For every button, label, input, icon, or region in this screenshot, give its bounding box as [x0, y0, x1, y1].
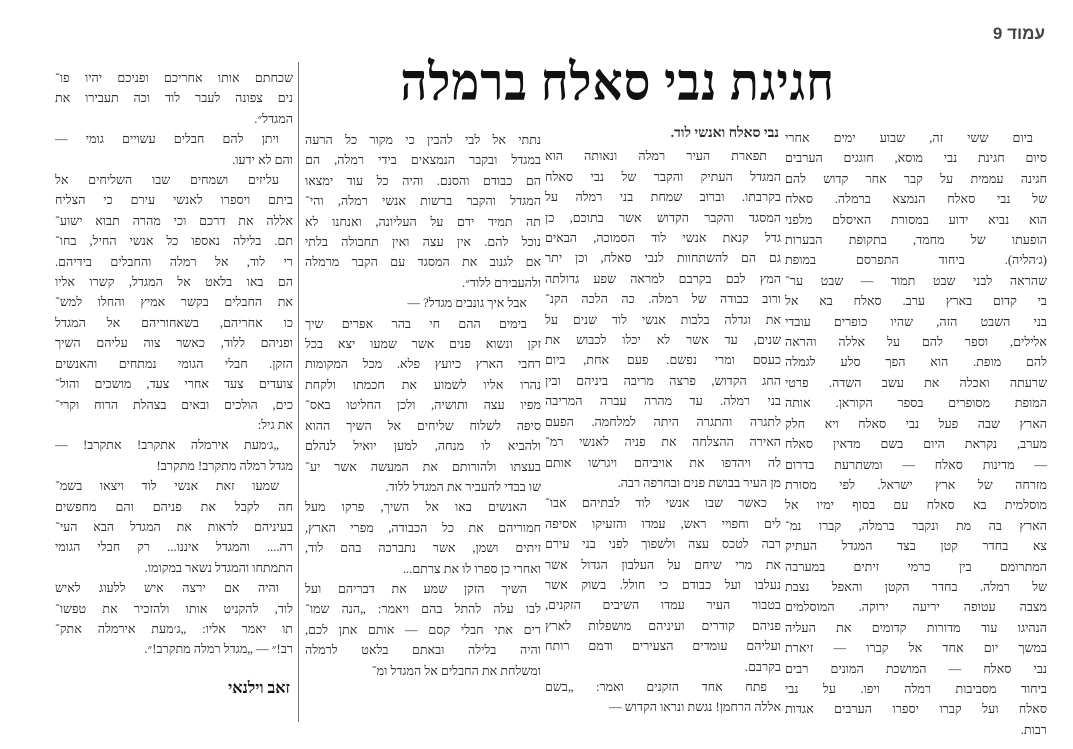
- paragraph: [305, 293, 541, 313]
- text-line: רה.... והמגדל איננו... רק חבלי הגומי: [55, 540, 293, 555]
- text-line: מן העיר בבושת פנים ובחרפה רבה.: [617, 475, 781, 490]
- text-line: של נבי סאלח הנמצא ברמלה. סאלח: [785, 192, 1047, 207]
- text-line: סאלח ועל קברו יספרו הערבים אגדות: [785, 702, 1047, 717]
- text-line: רבה לטכס עצה ולשפוך לפני בני עירם: [545, 537, 781, 552]
- text-line: רבות.: [1020, 722, 1047, 737]
- author-signature: זאב וילנאי: [228, 680, 290, 697]
- paragraph: [305, 579, 541, 681]
- text-line: רי לוד, אל רמלה והחבלים בידיהם.: [55, 254, 293, 269]
- text-line: הארץ בה מת ונקבר ברמלה, קברו נמ־: [785, 518, 1047, 533]
- text-line: הוא נביא ידוע במסורת האיסלם מלפני: [785, 212, 1047, 227]
- paragraph: [305, 130, 541, 293]
- text-line: את וגדלה בלבות אנשי לוד שנים על: [545, 312, 781, 327]
- article-column-2: [545, 124, 781, 718]
- text-line: לה ויהדפו את אויביהם ויגרשו אותם: [545, 455, 781, 470]
- text-line: ומשלחת את החבלים אל המגדל ומ־: [371, 663, 541, 678]
- text-line: את מרי שיחם על העלבון הגדול אשר: [545, 557, 781, 572]
- text-line: האנשים באו אל השיך, פרקו מעל: [305, 500, 527, 515]
- text-line: האירה ההצלחה את פניה לאנשי רמ־: [545, 435, 781, 450]
- paragraph: [55, 68, 293, 129]
- text-line: תפארת העיר רמלה ונאותה הוא: [545, 149, 767, 164]
- text-line: ביחוד מסביבות רמלה ויפו. על נבי: [785, 681, 1047, 696]
- paragraph: [545, 677, 781, 718]
- text-line: הארץ שבה פעל נבי סאלח ויא חלק: [785, 416, 1047, 431]
- text-line: פתח אחד הזקנים ואמר: „בשם: [545, 679, 767, 694]
- text-line: ולהביא לו מנחה, למען יואיל לנהלם: [305, 439, 541, 454]
- text-line: ואחרי כן ספרו לו את צרתם...: [402, 561, 541, 576]
- text-line: החג הקדוש, פרצה מריבה ביניהם ובין: [545, 373, 781, 388]
- text-line: סיפה לשלוח שליחים אל השיך ההוא: [305, 418, 541, 433]
- text-line: והיה אם ירצה איש ללעוג לאיש: [55, 581, 279, 596]
- text-line: לוד, להקניט אותו ולהזכיר את טפשו־: [55, 601, 293, 616]
- text-line: להם מופת. הוא הפך סלע לגמלה: [785, 355, 1047, 370]
- text-line: בקרבתו. וברוב שמחת בני רמלה על: [545, 190, 781, 205]
- text-line: שמעו זאת אנשי לוד ויצאו בשמ־: [55, 479, 279, 494]
- text-line: ביתם ויספרו לאנשי עירם כי הצליח: [55, 193, 293, 208]
- text-line: פניהם קודרים ועיניהם מושפלות לארץ: [545, 618, 781, 633]
- paragraph: [55, 578, 293, 660]
- text-line: „ג׳מעת אירמלה אתקרב! אתקרב! —: [55, 438, 279, 453]
- text-line: סיום חגינת נבי מוסא, חוגגים הערבים: [785, 151, 1047, 166]
- text-line: חה לקבל את פניהם והם מחפשים: [55, 499, 293, 514]
- text-line: נתתי אל לבי להבין כי מקור כל הרעה: [305, 133, 541, 147]
- text-line: במשך יום אחד אל קברו — זיארת: [785, 641, 1047, 656]
- paragraph: [55, 129, 293, 170]
- text-line: מוסלמית בא סאלח עם בסוף ימיו אל: [785, 498, 1047, 513]
- paragraph: [785, 128, 1047, 740]
- text-line: המתרומם בין כרמי זיתים במערבה: [785, 559, 1047, 574]
- text-line: והיה בלילה ובאתם בלאט לרמלה: [305, 643, 541, 658]
- text-line: נים צפונה לעבר לוד וכה תעבירו את: [55, 91, 293, 106]
- text-line: שהראה לבני שבט תמוד — שבט ער־: [785, 273, 1047, 288]
- text-line: הנהיגו עוד מדורות קדומים את העליה: [785, 620, 1047, 635]
- text-line: ביום ששי זה, שבוע ימים אחרי: [785, 131, 1033, 145]
- text-line: ופניהם ללוד, כאשר צוה עליהם השיך: [55, 336, 293, 351]
- article-title: חגיגת נבי סאלח ברמלה: [400, 54, 835, 112]
- text-line: (ג׳הליה). ביחוד התפרסם במופת: [785, 253, 1047, 268]
- text-line: זיתים ושמן, אשר נתברכה בהם לוד,: [305, 541, 541, 556]
- text-line: בעצתו ולהורותם את המעשה אשר יע־: [305, 459, 541, 474]
- text-line: כים, הולכים ובאים בצהלת הרוח וקרי־: [55, 397, 293, 412]
- text-line: כו אחריהם, בשאחוריהם אל המגדל: [55, 315, 293, 330]
- text-line: אלילים, וספר להם על אללה והראה: [785, 335, 1047, 350]
- text-line: שנים, עד אשר לא יכלו לכבוש את: [545, 333, 781, 348]
- text-line: והם לא ידעו.: [232, 152, 293, 167]
- paragraph: [545, 493, 781, 677]
- paragraph: [305, 497, 541, 579]
- text-line: אם לגנוב את המסגד עם הקבר מרמלה: [305, 255, 541, 270]
- text-line: תו יאמר אליו: „ג׳מעת אירמלה אתק־: [55, 621, 293, 636]
- section-heading: נבי סאלח ואנשי לוד.: [670, 126, 779, 141]
- text-line: ורוב כבודה של רמלה. כה הלכה הקנ־: [545, 292, 781, 307]
- text-line: המגדל״.: [254, 111, 293, 126]
- paragraph: [55, 435, 293, 476]
- text-line: צא בחדר קטן בצד המגדל העתיק: [785, 539, 1047, 554]
- text-line: של רמלה. בחדר הקטן והאפל נצבת: [785, 579, 1047, 594]
- text-line: נעלבו ועל כבודם כי חולל. בשוק אשר: [545, 577, 781, 592]
- text-line: נוכל להם. אין עצה ואין תחבולה בלתי: [305, 235, 541, 250]
- text-line: המץ לבם בקרבם למראה שפע גדולתה: [545, 271, 781, 286]
- text-line: תה תמיד ידם על העליונה, ואנחנו לא: [305, 214, 541, 229]
- article-column-4: [55, 68, 293, 660]
- text-line: נבי סאלח — המושכת המונים רבים: [785, 661, 1047, 676]
- column-divider: [298, 62, 299, 722]
- text-line: אבל איך גונבים מגדל? —: [407, 296, 527, 311]
- text-line: הם כבודם והסנם. והיה כל עוד ימצאו: [305, 173, 541, 188]
- text-line: כעסם ומרי נפשם. פעם אחת, ביום: [545, 353, 781, 368]
- text-line: גדל קנאת אנשי לוד הסמוכה, הבאים: [545, 231, 781, 246]
- text-line: מגדל רמלה מתקרב! מתקרב!: [156, 458, 293, 473]
- text-line: בני השבט הזה, שהיו כופרים עובדי: [785, 314, 1047, 329]
- text-line: מפיו עצה ותושיה, ולכן החליטו באס־: [305, 398, 541, 413]
- paragraph: [545, 146, 781, 493]
- text-line: רב!״ — „מגדל רמלה מתקרב!״.: [144, 642, 293, 657]
- text-line: בטבור העיר עמדו השיבים הזקנים,: [545, 598, 781, 613]
- text-line: השיך הזקן שמע את דבריהם ועל: [305, 581, 527, 596]
- text-line: התמתחו והמגדל נשאר במקומו.: [144, 560, 293, 575]
- text-line: עליזים ושמחים שבו השליחים אל: [55, 173, 279, 188]
- text-line: במגדל ובקבר הנמצאים בידי רמלה, הם: [305, 153, 541, 168]
- text-line: המגדל העתיק והקבר של נבי סאלח: [545, 169, 781, 184]
- text-line: בעיניהם לראות את המגדל הבא העי־: [55, 519, 293, 534]
- text-line: המופת מסופרים בספר הקוראן. אותה: [785, 396, 1047, 411]
- text-line: צועדים צעד אחרי צעד, מושכים והול־: [55, 377, 293, 392]
- text-line: רחבי הארץ כיועץ פלא. מכל המקומות: [305, 357, 541, 372]
- text-line: נהרו אליו לשמוע את חכמתו ולקחת: [305, 377, 541, 392]
- text-line: שו בבדי להעביר את המגדל ללוד.: [385, 479, 541, 494]
- text-line: גם הם להשתחוות לנבי סאלח, וכן יתר: [545, 251, 781, 266]
- text-line: הזקן. חבלי הגומי נמתחים והאנשים: [55, 356, 293, 371]
- text-line: כאשר שבו אנשי לוד לבתיהם אבו־: [545, 496, 767, 511]
- text-line: ויתן להם חבלים עשויים גומי —: [55, 132, 279, 147]
- text-line: הופעתו של מחמד, בתקופת הבערות: [785, 233, 1047, 248]
- text-line: ולהעבירם ללוד״.: [461, 275, 541, 290]
- text-line: אללה את דרכם וכי מהרה תבוא ישוע־: [55, 213, 293, 228]
- text-line: זקן ונשוא פנים אשר שמעו יצא בכל: [305, 337, 541, 352]
- page-number-label: עמוד 9: [992, 24, 1045, 43]
- text-line: מזרחה של ארץ ישראל. לפי מסורת: [785, 477, 1047, 492]
- text-line: חמוריהם את כל הכבודה, מפרי הארץ,: [305, 520, 541, 535]
- text-line: המסגד והקבר הקדוש אשר בתוכם, כן: [545, 210, 781, 225]
- text-line: — מדינות סאלח — ומשתרעת בדרום: [785, 457, 1047, 472]
- text-line: המגדל והקבר ברשות אנשי רמלה, והי־: [305, 194, 541, 209]
- text-line: בימים ההם חי בהר אפרים שיך: [305, 316, 527, 331]
- article-column-1: [785, 128, 1047, 740]
- paragraph: [55, 170, 293, 435]
- text-line: את גיל:: [257, 417, 293, 432]
- article-column-3: [305, 130, 541, 681]
- paragraph: [55, 476, 293, 578]
- text-line: לבו עלה להתל בהם ויאמר: „הנה שמו־: [305, 602, 541, 617]
- text-line: ועליהם עומדים הצעירים ודמם רותח: [545, 639, 781, 654]
- text-line: בני רמלה. עד מהרה עברה המריבה: [545, 394, 781, 409]
- text-line: שרעתה ואכלה את עשב השדה. פרטי: [785, 375, 1047, 390]
- text-line: מצבה עטופה יריעה ירוקה. המוסלמים: [785, 600, 1047, 615]
- text-line: הם באו בלאט אל המגדל, קשרו אליו: [55, 275, 293, 290]
- text-line: שכחתם אותו אחריכם ופניכם יהיו פו־: [55, 71, 293, 85]
- text-line: לתגרה והתגרה היתה למלחמה. הפעם: [545, 414, 781, 429]
- text-line: בקרבם.: [744, 659, 781, 674]
- text-line: רים אתי חבלי קסם — אותם אתן לכם,: [305, 622, 541, 637]
- text-line: אללה הרחמן! נגשת ונראו הקדוש —: [609, 700, 781, 715]
- text-line: חגינה עממית על קבר אחר קדוש להם: [785, 171, 1047, 186]
- text-line: מערב, נקראת היום בשם מדאין סאלח: [785, 437, 1047, 452]
- text-line: לים וחפויי ראש, עמדו והזעיקו אסיפה: [545, 516, 781, 531]
- text-line: את החבלים בקשר אמיץ והחלו למש־: [55, 295, 293, 310]
- paragraph: [305, 314, 541, 498]
- text-line: תם. בלילה נאספו כל אנשי החיל, בחו־: [55, 234, 293, 249]
- text-line: בי קדום בארץ ערב. סאלח בא אל: [785, 294, 1047, 309]
